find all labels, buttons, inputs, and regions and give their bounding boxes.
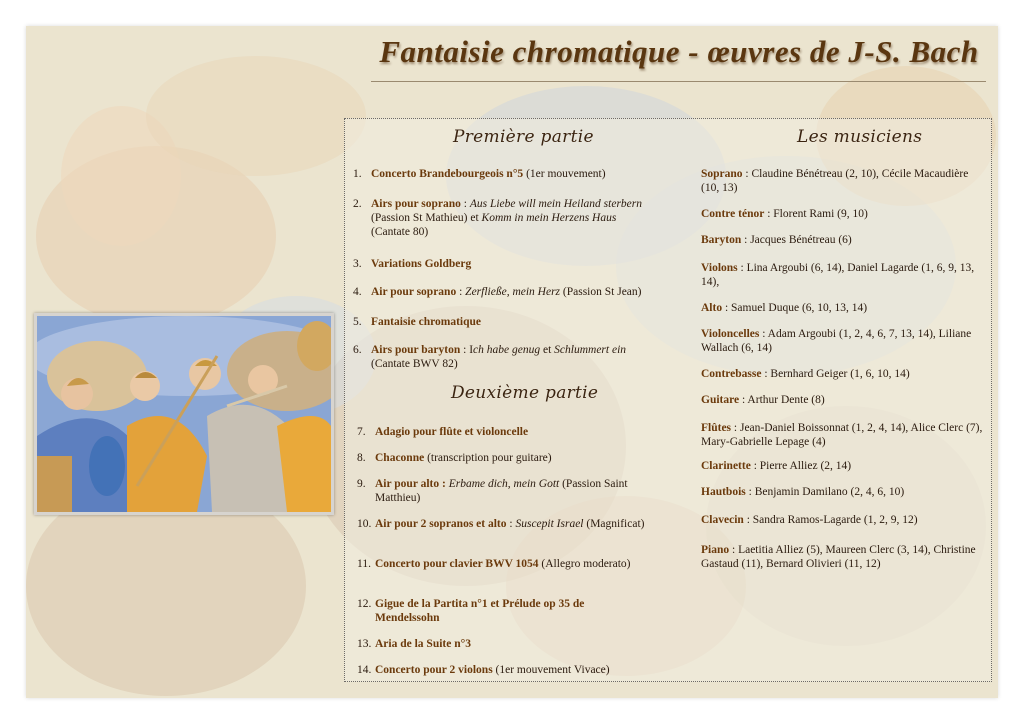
program-item [357,557,647,571]
item-work: ch habe genug [473,344,541,356]
part2-heading: Deuxième partie [451,383,599,403]
musician-names: : Bernhard Geiger (1, 6, 10, 14) [761,368,910,380]
role-label: Piano [701,544,730,556]
musician-names: : Samuel Duque (6, 10, 13, 14) [722,302,868,314]
musician-entry [701,513,986,527]
musician-entry [701,543,986,571]
musician-entry [701,207,986,221]
item-title: Chaconne [375,452,425,464]
item-separator: : [456,286,466,298]
item-work: Schlummert ein [554,344,627,356]
program-column [345,119,675,681]
title-divider [371,81,986,82]
program-item [357,477,647,505]
musician-entry [701,233,986,247]
musician-entry [701,459,986,473]
musician-names: : Sandra Ramos-Lagarde (1, 2, 9, 12) [743,514,918,526]
item-title: Airs pour soprano [371,198,461,210]
item-detail: (Passion St Mathieu) et [371,212,482,224]
role-label: Guitare [701,394,740,406]
item-number: 4. [353,286,362,298]
musician-entry [701,301,986,315]
item-title: Air pour soprano [371,286,457,298]
musician-entry [701,393,986,407]
item-separator: : [460,198,470,210]
part1-heading: Première partie [453,127,594,147]
role-label: Clarinette [701,460,751,472]
musician-entry [701,167,986,195]
role-label: Contrebasse [701,368,762,380]
role-label: Contre ténor [701,208,765,220]
item-work: Zerfließe, mein Herz [465,286,561,298]
item-number: 2. [353,198,362,210]
item-title: Concerto pour clavier BWV 1054 [375,558,539,570]
musician-names: : Benjamin Damilano (2, 4, 6, 10) [745,486,905,498]
musician-names: : Pierre Alliez (2, 14) [750,460,852,472]
item-title: Air pour 2 sopranos et alto [375,518,507,530]
role-label: Violoncelles [701,328,760,340]
program-item [353,343,653,371]
role-label: Violons [701,262,738,274]
program-item [357,637,657,651]
item-detail: et [540,344,555,356]
item-number: 13. [357,638,372,650]
item-number: 1. [353,168,362,180]
program-item [357,517,647,531]
role-label: Hautbois [701,486,746,498]
item-number: 12. [357,598,372,610]
program-item [353,285,653,299]
item-title: Adagio pour flûte et violoncelle [375,426,529,438]
item-number: 3. [353,258,362,270]
item-detail: (1er mouvement Vivace) [492,664,610,676]
role-label: Soprano [701,168,743,180]
musician-entry [701,261,986,289]
item-detail: (Passion St Jean) [560,286,642,298]
item-work: Suscepit Israel [515,518,584,530]
musician-names: : Florent Rami (9, 10) [764,208,868,220]
page-title: Fantaisie chromatique - œuvres de J-S. Bach [379,34,979,69]
musician-names: : Claudine Bénétreau (2, 10), Cécile Macaudière (10, 13) [701,168,969,194]
concert-program-sheet [26,26,998,698]
musician-names: : Jean-Daniel Boissonnat (1, 2, 4, 14), Alice Clerc (7), Mary-Gabrielle Lepage (4) [701,422,983,448]
role-label: Baryton [701,234,742,246]
item-work: Erbame dich, mein Gott [448,478,560,490]
program-item [353,257,653,271]
musician-names: : Lina Argoubi (6, 14), Daniel Lagarde (1, 6, 9, 13, 14), [701,262,975,288]
musicians-column [701,119,991,681]
item-number: 9. [357,478,366,490]
item-number: 7. [357,426,366,438]
item-detail: (Allegro moderato) [538,558,631,570]
item-number: 8. [357,452,366,464]
item-detail: (Cantate BWV 82) [371,358,458,370]
item-work: Komm in mein Herzens Haus [481,212,617,224]
program-item [357,597,627,625]
item-title: Variations Goldberg [371,258,472,270]
item-number: 5. [353,316,362,328]
item-work: Aus Liebe will mein Heiland sterbern [469,198,643,210]
item-separator: : [506,518,516,530]
program-item [357,663,687,677]
program-item [353,197,653,239]
musician-names: : Jacques Bénétreau (6) [741,234,852,246]
musician-entry [701,421,986,449]
item-number: 11. [357,558,371,570]
role-label: Flûtes [701,422,732,434]
item-number: 10. [357,518,372,530]
musician-entry [701,327,986,355]
painting-illustration [37,316,331,512]
item-separator: : I [460,344,474,356]
item-title: Concerto Brandebourgeois n°5 [371,168,524,180]
program-item [357,425,657,439]
item-detail: (Cantate 80) [371,226,429,238]
angel-musicians-painting [34,313,334,515]
item-detail: (transcription pour guitare) [424,452,552,464]
musician-entry [701,367,986,381]
item-detail: (Magnificat) [583,518,645,530]
musician-names: : Adam Argoubi (1, 2, 4, 6, 7, 13, 14), Liliane Wallach (6, 14) [701,328,972,354]
program-panel [344,118,992,682]
item-title: Gigue de la Partita n°1 et Prélude op 35 de Mendelssohn [375,598,585,624]
role-label: Clavecin [701,514,744,526]
musicians-heading: Les musiciens [797,127,923,147]
item-title: Airs pour baryton [371,344,461,356]
program-item [353,315,653,329]
musician-entry [701,485,986,499]
item-detail: (Passion Saint Matthieu) [375,478,628,504]
item-number: 14. [357,664,372,676]
item-number: 6. [353,344,362,356]
program-item [357,451,657,465]
item-detail: (1er mouvement) [523,168,606,180]
item-title: Aria de la Suite n°3 [375,638,471,650]
item-title: Concerto pour 2 violons [375,664,493,676]
item-title: Fantaisie chromatique [371,316,481,328]
item-title: Air pour alto : [375,478,449,490]
musician-names: : Laetitia Alliez (5), Maureen Clerc (3, 14), Christine Gastaud (11), Bernard Olivieri (11, 12) [701,544,976,570]
musician-names: : Arthur Dente (8) [739,394,825,406]
program-item [353,167,653,181]
role-label: Alto [701,302,723,314]
